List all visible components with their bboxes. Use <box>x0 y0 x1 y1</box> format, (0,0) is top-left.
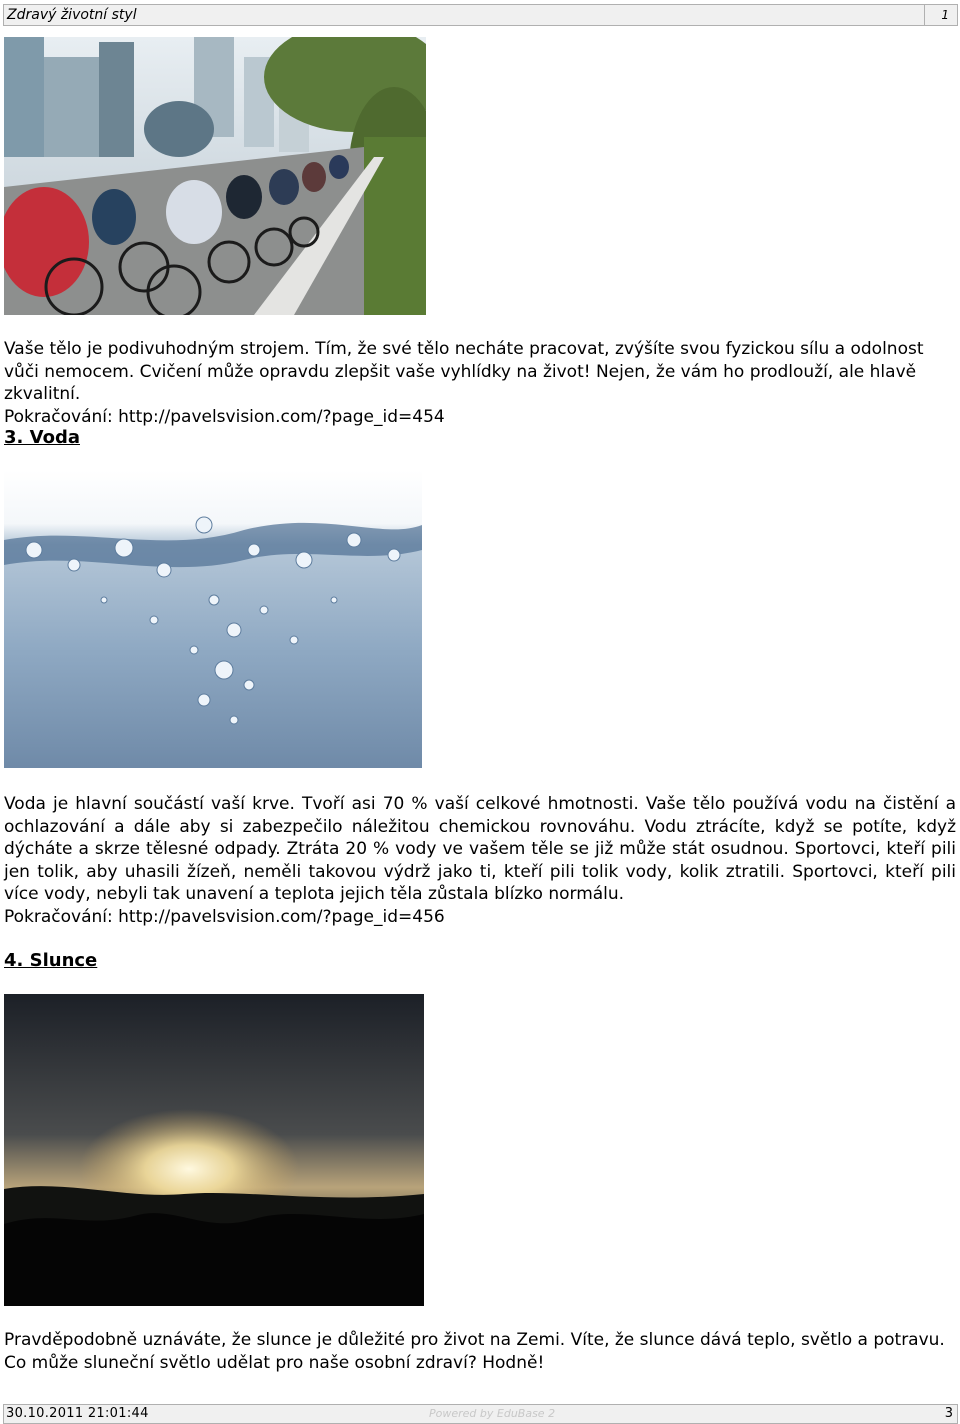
cycling-photo <box>4 37 426 315</box>
footer-page-number: 3 <box>944 1406 953 1421</box>
header-page-number: 1 <box>941 8 949 22</box>
sunset-photo <box>4 994 424 1306</box>
cycling-continue-link[interactable]: Pokračování: http://pavelsvision.com/?page_id=454 <box>4 406 445 427</box>
water-bubbles-photo <box>4 470 422 768</box>
footer-datetime: 30.10.2011 21:01:44 <box>6 1406 149 1421</box>
water-continue-link[interactable]: Pokračování: http://pavelsvision.com/?page_id=456 <box>4 906 445 927</box>
water-paragraph: Voda je hlavní součástí vaší krve. Tvoří asi 70 % vaší celkové hmotnosti. Vaše tělo používá vodu na čistění a ochlazování a dále aby si zabezpečilo náležitou chemickou rovnováhu. Vodu ztrácíte, když se potíte, když dýcháte a skrze tělesné odpady. Ztráta 20 % vody ve vašem těle se již může stát osudnou. Sportovci, kteří pili jen tolik, aby uhasili žízeň, neměli takovou výdrž jako ti, kteří pili tolik vody, kolik ztratili. Sportovci, kteří pili více vody, nebyli tak unavení a teplota jejich těla zůstala blízko normálu. Pokračování: http://pavelsvision.com/?page_id=456 <box>4 794 956 927</box>
page-footer <box>3 1404 958 1424</box>
sun-paragraph: Pravděpodobně uznáváte, že slunce je důležité pro život na Zemi. Víte, že slunce dává teplo, světlo a potravu. Co může sluneční světlo udělat pro naše osobní zdraví? Hodně! <box>4 1330 945 1373</box>
water-heading: 3. Voda <box>4 427 80 448</box>
powered-by-text: Powered by EduBase 2 <box>429 1407 556 1420</box>
cycling-paragraph: Vaše tělo je podivuhodným strojem. Tím, že své tělo necháte pracovat, zvýšíte svou fyzickou sílu a odolnost vůči nemocem. Cvičení může opravdu zlepšit vaše vyhlídky na život! Nejen, že vám ho prodlouží, ale hlavě zkvalitní. Pokračování: http://pavelsvision.com/?page_id=454 <box>4 339 924 427</box>
page-header <box>3 4 958 26</box>
document-title: Zdravý životní styl <box>4 5 925 25</box>
sun-heading: 4. Slunce <box>4 950 98 971</box>
